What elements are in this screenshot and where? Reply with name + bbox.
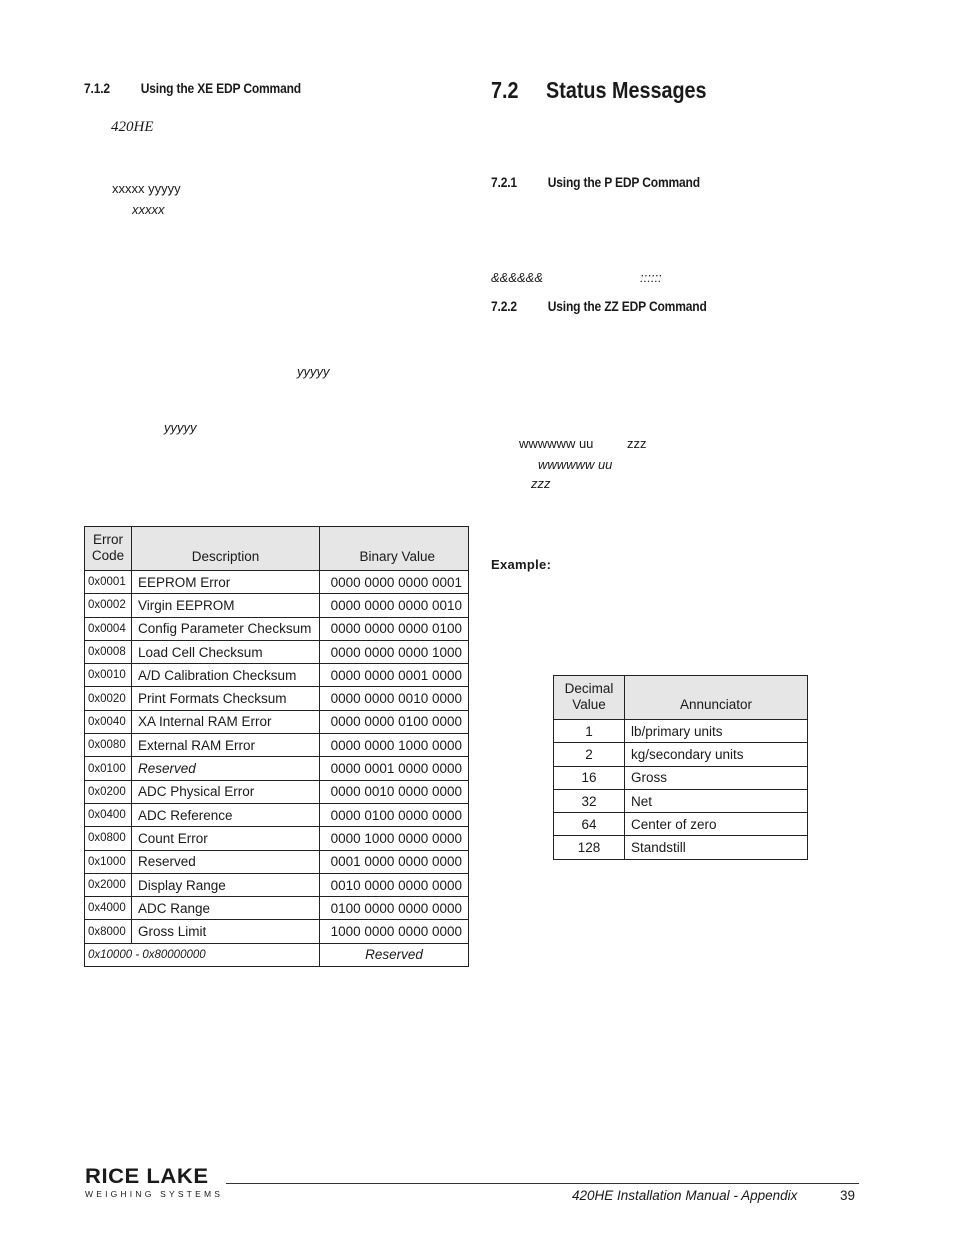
description-cell: Count Error [132,827,320,850]
text-fragment-ampersands: &&&&&& [491,270,544,285]
error-code-cell: 0x0040 [85,710,132,733]
description-cell: Virgin EEPROM [132,594,320,617]
decimal-value-cell: 128 [554,836,625,859]
page-number: 39 [840,1188,856,1203]
text-fragment-colons: :::::: [640,270,662,285]
binary-value-cell: 0100 0000 0000 0000 [320,897,469,920]
error-code-cell: 0x0008 [85,640,132,663]
binary-value-cell: 0000 0000 0100 0000 [320,710,469,733]
binary-value-cell: 0000 1000 0000 0000 [320,827,469,850]
table-row [554,836,808,859]
error-code-cell: 0x8000 [85,920,132,943]
error-code-table [84,526,469,967]
error-code-cell: 0x0200 [85,780,132,803]
description-cell: Display Range [132,873,320,896]
binary-value-cell: 0000 0001 0000 0000 [320,757,469,780]
binary-value-cell: 0000 0000 0000 0100 [320,617,469,640]
section-title: Using the P EDP Command [547,174,700,190]
logo-subtitle: WEIGHING SYSTEMS [85,1189,224,1199]
text-fragment-yyyyy: yyyyy [297,364,330,379]
decimal-value-cell: 64 [554,813,625,836]
binary-value-cell: 0000 0100 0000 0000 [320,803,469,826]
description-cell: XA Internal RAM Error [132,710,320,733]
binary-value-cell: Reserved [320,943,469,966]
logo-wordmark: RICE LAKE [85,1165,209,1188]
annunciator-cell: Center of zero [625,813,808,836]
description-cell: Config Parameter Checksum [132,617,320,640]
binary-value-cell: 0000 0000 0010 0000 [320,687,469,710]
description-cell: A/D Calibration Checksum [132,664,320,687]
description-cell: Load Cell Checksum [132,640,320,663]
description-cell: ADC Reference [132,803,320,826]
section-heading-7-2-2 [491,298,707,314]
table-row [85,640,469,663]
table-row [85,897,469,920]
section-number: 7.2.1 [491,174,517,190]
text-fragment-yyyyy: yyyyy [164,420,197,435]
annunciator-cell: Net [625,789,808,812]
description-cell: Reserved [132,757,320,780]
rice-lake-logo [85,1166,225,1202]
binary-value-cell: 0001 0000 0000 0000 [320,850,469,873]
table-header-row [85,527,469,571]
description-cell: ADC Physical Error [132,780,320,803]
section-number: 7.2.2 [491,298,517,314]
table-row [554,789,808,812]
error-code-cell: 0x0002 [85,594,132,617]
description-cell: Print Formats Checksum [132,687,320,710]
description-cell: ADC Range [132,897,320,920]
error-code-cell: 0x0004 [85,617,132,640]
text-fragment-xxxxx-yyyyy: xxxxx yyyyy [112,181,181,196]
error-code-cell: 0x0400 [85,803,132,826]
text-fragment-wwwwww-uu: wwwwww uu [519,436,594,451]
table-row [554,743,808,766]
table-row [85,571,469,594]
binary-value-cell: 0000 0000 1000 0000 [320,734,469,757]
annunciator-cell: kg/secondary units [625,743,808,766]
section-number: 7.2 [491,77,519,103]
annunciator-cell: Standstill [625,836,808,859]
table-row [85,617,469,640]
binary-value-cell: 0010 0000 0000 0000 [320,873,469,896]
text-fragment-420he: 420HE [111,119,154,135]
binary-value-cell: 0000 0000 0001 0000 [320,664,469,687]
binary-value-cell: 0000 0010 0000 0000 [320,780,469,803]
binary-value-cell: 0000 0000 0000 0001 [320,571,469,594]
binary-value-cell: 0000 0000 0000 0010 [320,594,469,617]
section-number: 7.1.2 [84,80,110,96]
error-code-cell: 0x1000 [85,850,132,873]
table-row [85,687,469,710]
column-header-annunciator: Annunciator [625,676,808,720]
table-row [85,780,469,803]
description-cell: Gross Limit [132,920,320,943]
text-fragment-zzz: zzz [627,436,647,451]
example-label: Example: [491,557,552,572]
error-code-cell: 0x0100 [85,757,132,780]
decimal-value-cell: 32 [554,789,625,812]
column-header-error-code: Error Code [85,527,132,571]
section-title: Using the XE EDP Command [140,80,301,96]
table-row [85,920,469,943]
decimal-value-cell: 1 [554,720,625,743]
table-row [85,803,469,826]
section-heading-7-1-2 [84,80,301,96]
section-title: Status Messages [546,77,707,103]
column-header-binary-value: Binary Value [320,527,469,571]
section-title: Using the ZZ EDP Command [547,298,707,314]
error-code-cell: 0x2000 [85,873,132,896]
error-code-cell: 0x0080 [85,734,132,757]
error-code-cell: 0x4000 [85,897,132,920]
section-heading-7-2 [491,77,707,104]
table-row [554,720,808,743]
annunciator-cell: Gross [625,766,808,789]
table-row [85,664,469,687]
footer-rule [226,1183,859,1184]
error-code-cell: 0x0800 [85,827,132,850]
table-row [554,766,808,789]
decimal-value-cell: 16 [554,766,625,789]
description-cell: EEPROM Error [132,571,320,594]
column-header-description: Description [132,527,320,571]
description-cell: Reserved [132,850,320,873]
table-header-row [554,676,808,720]
table-row [85,827,469,850]
text-fragment-zzz-italic: zzz [531,476,551,491]
binary-value-cell: 0000 0000 0000 1000 [320,640,469,663]
text-fragment-xxxxx: xxxxx [132,202,165,217]
table-row [85,850,469,873]
decimal-value-cell: 2 [554,743,625,766]
table-row [85,594,469,617]
binary-value-cell: 1000 0000 0000 0000 [320,920,469,943]
text-fragment-wwwwww-uu-italic: wwwwww uu [538,457,613,472]
error-code-cell: 0x0010 [85,664,132,687]
table-row [85,757,469,780]
annunciator-cell: lb/primary units [625,720,808,743]
manual-title: 420HE Installation Manual - Appendix [572,1188,798,1203]
column-header-decimal-value: Decimal Value [554,676,625,720]
table-row [85,873,469,896]
annunciator-table [553,675,808,860]
table-row [85,943,469,966]
description-cell: External RAM Error [132,734,320,757]
error-code-cell: 0x0020 [85,687,132,710]
reserved-range-cell: 0x10000 - 0x80000000 [85,943,320,966]
section-heading-7-2-1 [491,174,700,190]
table-row [554,813,808,836]
table-row [85,710,469,733]
table-row [85,734,469,757]
error-code-cell: 0x0001 [85,571,132,594]
